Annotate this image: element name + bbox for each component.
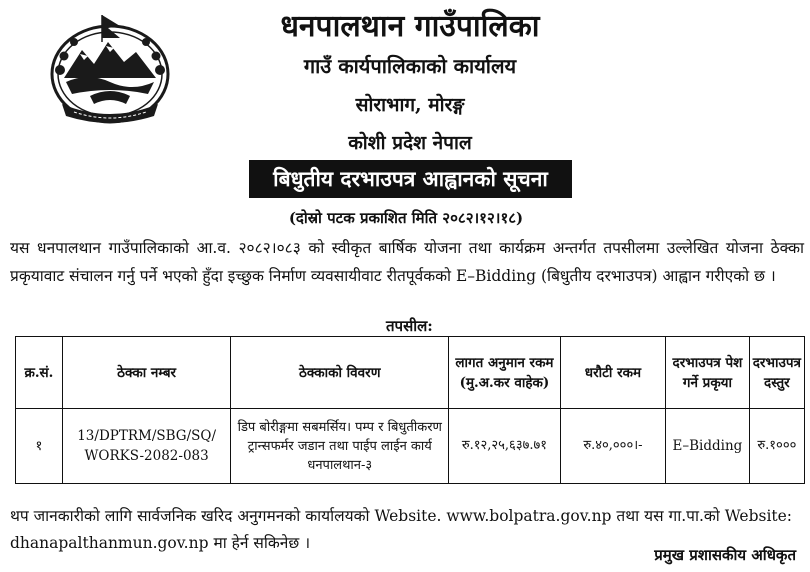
cell-estimate: रु.१२,२५,६३७.७१: [449, 409, 561, 484]
cell-description: डिप बोरीङ्गमा सबमर्सिय। पम्प र बिधुतीकरण ट्रान्सफर्मर जडान तथा पाईप लाईन कार्य धनपालथान-३: [231, 409, 449, 484]
table-header-row: [16, 337, 805, 409]
table-row: [16, 409, 805, 484]
signature-title: प्रमुख प्रशासकीय अधिकृत: [654, 546, 796, 564]
col-header-estimate: लागत अनुमान रकम (मु.अ.कर वाहेक): [449, 337, 561, 409]
cell-method: E–Bidding: [666, 409, 750, 484]
footer-info: थप जानकारीको लागि सार्वजनिक खरिद अनुगमनको कार्यालयको Website. www.bolpatra.gov.np तथा यस गा.पा.को Website: dhanapalthanmun.gov.np मा हेर्न सकिनेछ ।: [10, 507, 793, 552]
col-header-sn: क्र.सं.: [16, 337, 63, 409]
col-header-fee: दरभाउपत्र दस्तुर: [749, 337, 804, 409]
col-header-description: ठेक्काको विवरण: [231, 337, 449, 409]
cell-contract-no: 13/DPTRM/SBG/SQ/ WORKS-2082-083: [62, 409, 231, 484]
cell-deposit: रु.४०,०००।-: [560, 409, 665, 484]
province-name: कोशी प्रदेश नेपाल: [348, 132, 472, 154]
nepal-government-emblem-icon: [44, 12, 176, 128]
cell-fee: रु.१०००: [749, 409, 804, 484]
notice-body: यस धनपालथान गाउँपालिकाको आ.व. २०८२।०८३ को स्वीकृत बार्षिक योजना तथा कार्यक्रम अन्तर्गत तपसीलमा उल्लेखित योजना ठेक्का प्रकृयावाट संचालन गर्नु पर्ने भएको हुँदा इच्छुक निर्माण व्यवसायीवाट रीतपूर्वकको E–Bidding (बिधुतीय दरभाउपत्र) आह्वान गरीएको छ ।: [10, 239, 804, 285]
notice-title-banner: बिधुतीय दरभाउपत्र आह्वानको सूचना: [249, 160, 572, 198]
col-header-contract-no: ठेक्का नम्बर: [62, 337, 231, 409]
office-name: गाउँ कार्यपालिकाको कार्यालय: [303, 54, 517, 78]
col-header-deposit: धरौटी रकम: [560, 337, 665, 409]
office-location: सोराभाग, मोरङ्ग: [355, 94, 465, 116]
republished-date: (दोस्रो पटक प्रकाशित मिति २०८२।१२।१८): [288, 209, 524, 227]
municipality-name: धनपालथान गाउँपालिका: [280, 9, 540, 44]
tender-table: [15, 336, 805, 484]
cell-sn: १: [16, 409, 63, 484]
col-header-method: दरभाउपत्र पेश गर्ने प्रकृया: [666, 337, 750, 409]
schedule-label: तपसील:: [386, 317, 433, 335]
